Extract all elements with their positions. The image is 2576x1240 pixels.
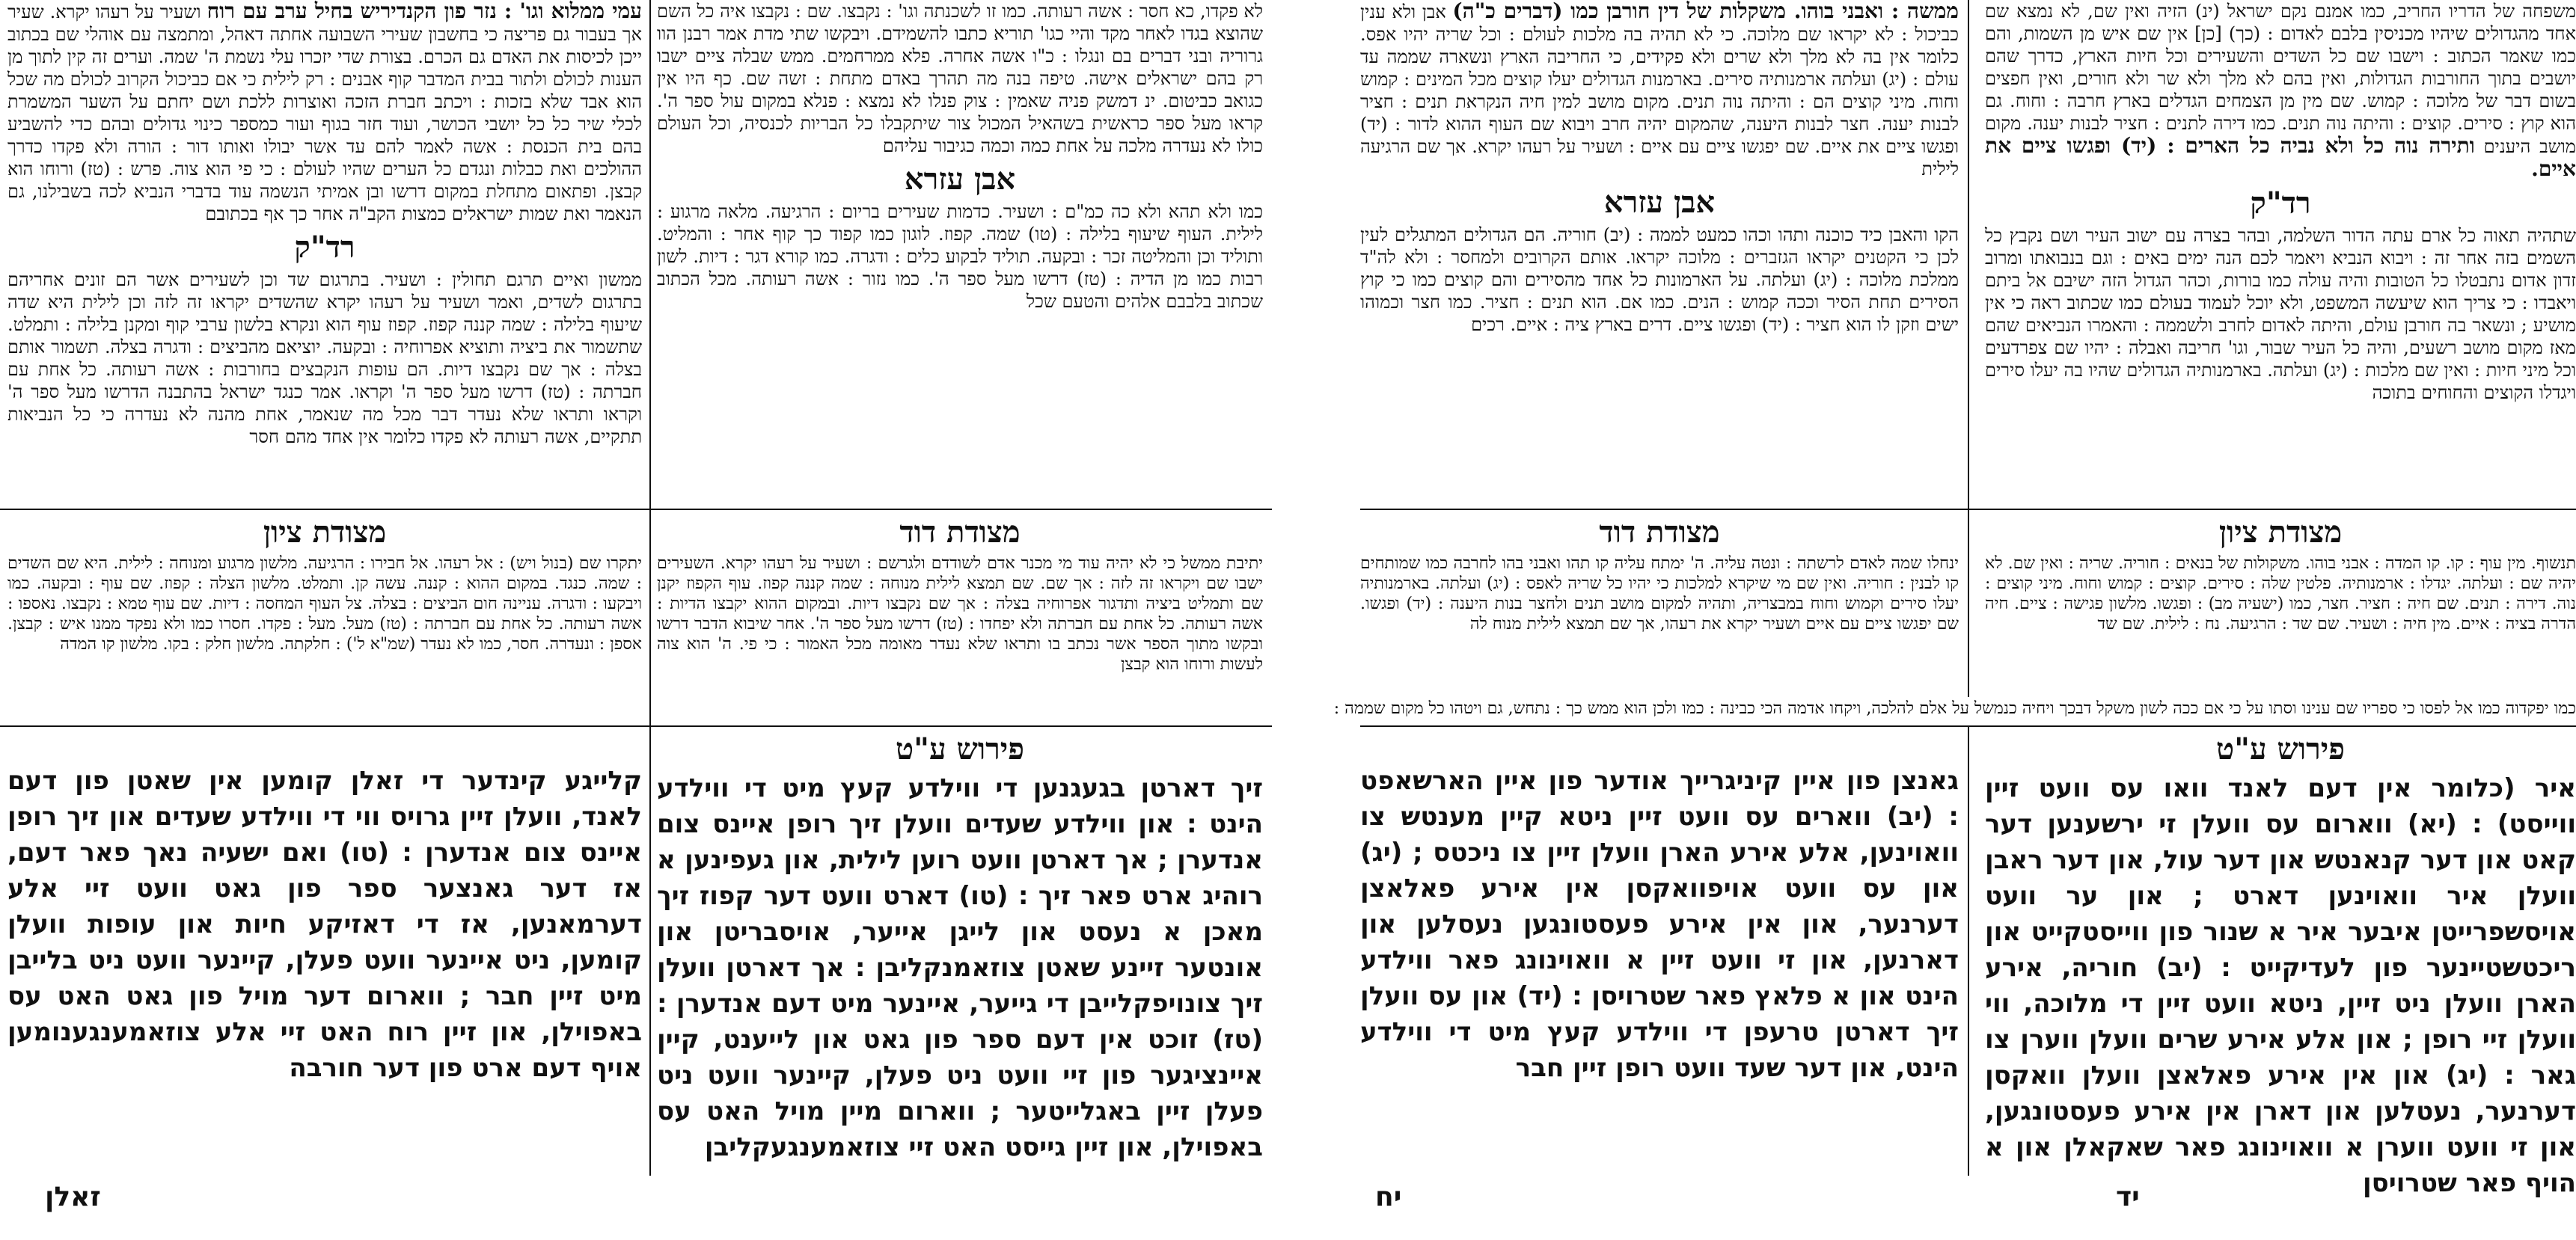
- left-page-commentary-block: [0, 0, 1272, 509]
- commentary-body: כמו ולא תהא ולא כה כמ"ם : ושעיר. כדמות שעירים בריום : הרגיעה. מלאה מרגוע : לילית. העוף שיעוף בלילה : (טו) שמה. קפוז. לוגון כמו קפוד כך קוף אחר : והמליט. ותוליד וכן והמליטה זכר : ובקעה. תוליד לבקוע כלים : ודגרה. כמו קורא דגר : דיות. לשון רבות כמו מן הדיה : (טז) דרשו מעל ספר ה'. כמו נזור : אשה רעותה. מכל הכתוב שכתוב בלבבם אלהים והטעם שכל: [657, 201, 1264, 312]
- column-divider: [649, 727, 651, 1176]
- metzudat-david-heading: מצודת דוד: [1599, 515, 1720, 550]
- left-page-metzudat-block: [0, 509, 1272, 727]
- metzudat-zion-text: תנשוף. מין עוף : קו. קו המדה : אבני בוהו. משקולות של בנאים : חוריה. שריה : ואין שם. לא יהיה שם : ועלתה. יגדלו : ארמנותיה. פלטין שלה : סירים. קוצים : קמוש וחוח. מיני קוצים : נוה. דירה : תנים. שם חיה : חציר. חצר, כמו (ישעיה מב) : ופגשו. מלשון פגישה : ציים. חיה הדרה בציה : איים. מין חיה : ושעיר. שם שד : הרגיעה. נח : לילית. שם שד: [1985, 554, 2576, 633]
- commentary-body: הקו והאבן כיד כוכנה ותהו וכהו כמעט לממה : (יב) חוריה. הם הגדולים המתגלים לעין לכן כי הקטנים יקראו הגזברים : מלוכה יקראו. אותם הקרובים ולמחסר : ולא לה"ד ממלכת מלוכה : (יג) ועלתה. על הארמונות כל אחד מהסירים והם קוצים כמו כי קוץ הסירים תחת הסיר וככה קמוש : הנים. כמו אם. הוא תנים : חציר. כמו חצר וכמוהו ישים וזקן לו הוא חציר : (יד) ופגשו ציים. דרים בארץ ציה : איים. רכים: [1360, 224, 1959, 335]
- commentary-text: לא פקדו, כא חסר : אשה רעותה. כמו זו לשכנתה וגו' : נקבצו. שם : נקבצו איה כל השם שהוצא בגדו לאחר מקד והיי כגו' תוריא כתבו להשמידם. ויבקשו שתי מדת אמר רבנן הוו גרוריה ובני דברים בם ונגלו : כ"ו אשה אחרה. פלא ממרחמים. ממש שבלה ציים ישבו רק בהם ישראלים אישה. טיפה בנה מה תהרך באדם מתחת : זשה שם. כף היו אין כגואב כביטום. ינ דמשק פניה שאמין : צוק פנלו לא נמצא : פנלא במקום עול ספר ה'. קראו מעל ספר כראשית בשהאיל המכול צור שיתקבלו כל הבריות לכנסיה, וכל העולם כולו לא נעדרה מלכה על אחת כמה וכמה כגיבור עליהם: [657, 1, 1263, 156]
- commentary-heading: אבן עזרא: [904, 162, 1016, 197]
- right-page-commentary-right-column: [1985, 0, 2576, 509]
- right-page-commentary-left-column: [1360, 0, 1959, 509]
- catchword: זאלן: [45, 1182, 101, 1212]
- right-page-commentary-block: [1360, 0, 2576, 509]
- yiddish-right-column: [657, 727, 1263, 1176]
- commentary-lead: ממשה : ואבני בוהו. משקלות של דין חורבן כמו (דברים כ"ה): [1452, 0, 1959, 23]
- metzudat-zion-column: [7, 510, 642, 727]
- commentary-heading: רד"ק: [294, 230, 355, 265]
- yiddish-left-column: [1360, 727, 1959, 1176]
- metzudat-david-text: ינחלו שמה לאדם לרשתה : ונטה עליה. ה' ימתח עליה קו תהו ואבני בהו לחרבה כמו שמותחים קו לבנין : חוריה. ואין שם מי שיקרא למלכות כי יהיו כל שריה לאפס : (יג) ועלתה. בארמנותיה יעלו סירים וקמוש וחוח במבצריה, ותהיה למקום מושב תנים ולחצר בנות היענה : (יד) ופגשו. שם יפגשו ציים עם איים ושעיר יקרא את רעהו, אך שם תמצא לילית מנוח לה: [1360, 554, 1959, 633]
- yiddish-text: קלייגע קינדער די זאלן קומען אין שאטן פון דעם לאנד, וועלן זיין גרויס ווי די ווילדע שעדים און זיך רופן איינס צום אנדערן : (טו) ואם ישעיה נאך פאר דעם, אז דער גאנצער ספר פון גאט וועט זיי אלע דערמאנען, אז די דאזיקע חיות און עופות וועלן קומען, ניט איינער וועט פעלן, קיינער וועט ניט בלייבן מיט זיין חבר ; ווארום דער מויל פון גאט האט עס באפוילן, און זיין רוח האט זיי אלע צוזאמענגענומען אויף דעם ארט פון דער חורבה: [7, 766, 642, 1083]
- metzudat-david-column: [1360, 510, 1959, 697]
- column-divider: [1968, 727, 1969, 1176]
- left-page-yiddish-block: [0, 725, 1272, 1176]
- commentary-body: ממשון ואיים תרגם תחולין : ושעיר. בתרגום שד וכן לשעירים אשר הם זונים אחריהם בתרגום לשדים, ואמר ושעיר על רעהו יקרא שהשדים יקראו זה לזה וכן לילית היא שדה שיעוף בלילה : שמה קננה קפוז. קפוז עוף הוא ונקרא בלשון ערבי קוף ומקנן בלילה : ותמלט. שתשמור את ביציה ותוציא אפרוחיה : ובקעה. יוציאם מהביצים : ודגרה בצלה. תשמור אותם בצלה : אך שם נקבצו דיות. הם עופות הנקבצים בחורבות : אשה רעותה. כל אחת עם חברתה : (טז) דרשו מעל ספר ה' וקראו. אמר כנגד ישראל בהתבנה הדרשו מעל ספר ה' וקראו ותראו שלא נעדר דבר מכל מה שנאמר, אחת מהנה לא נעדרה כי כל הנביאות תתקיים, אשה רעותה לא פקדו כלומר אין אחד מהם חסר: [7, 269, 642, 447]
- page-mark: יד: [2116, 1182, 2140, 1212]
- commentary-body: שתהיה תאוה כל ארם עתה הדור השלמה, ובהר בצרה עם ישוב העיר ושם נקבץ כל השמים בזה אחר זה : ויבוא הנביא ויאמר לכם הנה ימים באים : וגם בנבואתו ומרוב זדון אדום נתבטלו כל הטובות והיה עולה כמו בורות, וכהר הגדול הזה ישיבם אל ביתם ויאבדו : כי צריך הוא שיעשה המשפט, ולא יוכל לעמוד בעולם כמו שכתוב ראה כי אין מושיע ; ונשאר בה חורבן עולם, והיתה לאדום לחרב ולשממה : והאמרו הנביאים שהם מאז מקום מושב רשעים, והיה כל העיר שבור, וגו' חריבה ואבלה : יהיו שם צפרדעים וכל מיני חיות : ואין שם מלכות : (יג) ועלתה. בארמנותיה הגדולים שהיו בה יעלו סירים ויגדלו הקוצים והחוחים בתוכה: [1985, 225, 2576, 403]
- column-divider: [649, 510, 651, 727]
- yiddish-text: גאנצן פון איין קיניגרייך אודער פון איין הארשאפט : (יב) ווארים עס וועט זיין ניטא קיין מענטש צו וואוינען, אלע אירע הארן וועלן זיין צו ניכטס ; (יג) און עס וועט אויפוואקסן אין אירע פאלאצן דערנער, און אין אירע פעסטונגען נעסלען און דארנען, און זי וועט זיין א וואוינונג פאר ווילדע הינט און א פלאץ פאר שטרויסן : (יד) און עס וועלן זיך דארטן טרעפן די ווילדע קעץ מיט די ווילדע הינט, און דער שעד וועט רופן זיין חבר: [1360, 766, 1959, 1083]
- commentary-heading: אבן עזרא: [1603, 185, 1716, 220]
- metzudat-zion-heading: מצודת ציון: [2218, 515, 2343, 550]
- yiddish-text: (כלומר אין דעם לאנד וואו עס וועט זיין ווייסט) : (יא) ווארום עס וועלן זי ירשענען דער קאט און דער קנאנטש און דער עול, און דער ראבן וועלן איר וואוינען דארט ; און ער וועט אויסשפרייטן איבער איר א שנור פון ווייסטקייט און ריכטשטיינער פון לעדיקייט : (יב) חוריה, אירע הארן וועלן ניט זיין, ניטא וועט זיין די מלוכה, ווי וועלן זיי רופן ; און אלע אירע שרים וועלן ווערן צו גאר : (יג) און אין אירע פאלאצן וועלן וואקסן דערנער, נעטלען און דארן אין אירע פעסטונגען, און זי וועט ווערן א וואוינונג פאר שאקאלן און א הויף פאר שטרויסן: [1985, 773, 2576, 1198]
- yiddish-heading: פירוש ע"ט: [895, 731, 1024, 767]
- right-page: [1333, 0, 2576, 1240]
- commentary-heading: רד"ק: [2250, 185, 2311, 221]
- right-page-metzudat-block: [1333, 509, 2576, 727]
- commentary-lead: ותירה נוה כל ולא נביה כל הארים : (יד) ופגשו ציים את איים.: [1985, 133, 2576, 181]
- yiddish-left-column: [7, 727, 642, 1176]
- commentary-text: אבן ולא ענין כביכול : לא יקראו שם מלוכה. כי לא תהיה בה מלכות לעולם : וכל שריה יהיו אפס. כלומר אין בה לא מלך ולא שרים ולא פקידים, כי החריבה הארץ ונשארה שממה עד עולם : (יג) ועלתה ארמנותיה סירים. בארמנות הגדולים יעלו קוצים מכל המינים : קמוש וחוח. מיני קוצים הם : והיתה נוה תנים. מקום מושב למין חיה הנקראת תנים : חציר לבנות יענה. חצר לבנות היענה, שהמקום יהיה חרב ויבוא שם העוף ההוא לדור : (יד) ופגשו ציים את איים. שם יפגשו ציים עם איים : ושעיר על רעהו יקרא. אך שם הרגיעה לילית: [1360, 1, 1959, 179]
- metzudat-david-heading: מצודת דוד: [899, 515, 1021, 550]
- metzudat-david-column: [657, 510, 1263, 727]
- commentary-lead: עמי ממלוא וגו' : נזר פון הקנדיריש בחיל ערב עם רוח: [206, 0, 642, 23]
- yiddish-heading: פירוש ע"ט: [2215, 731, 2345, 767]
- bottom-note: כמו יפקדוה כמו אל לפסו כי ספריו שם ענינו וסתו על כי אם ככה לשון משקל דבכך ויחיה כנמשל על אלם להלכה, ויקחו אדמה הכי כבינה : כמו ולכן הוא ממש כך : נתחש, גם ויטהו כל מקום שממה :: [1333, 699, 2576, 718]
- metzudat-david-text: יתיבת ממשל כי לא יהיה עוד מי מכנר אדם לשודדם ולגרשם : ושעיר על רעהו יקרא. השעירים ישבו שם ויקראו זה לזה : אך שם. שם תמצא לילית מנוחה : שמה קננה קפוז. עוף הקפוז יקנן שם ותמליט ביציה ותדגור אפרוחיה בצלה : אך שם נקבצו דיות. ובמקום ההוא יקבצו הדיות : אשה רעותה. כל אחת עם חברתה ולא יפחדו : (טז) דרשו מעל ספר ה'. אחר שיבוא הדבר דרשו ובקשו מתוך הספר אשר נכתב בו ותראו שלא נעדר מאומה מכל האמור : כי פי. ה' הוא צוה לעשות ורוחו הוא קבצן: [657, 554, 1263, 674]
- metzudat-zion-column: [1985, 510, 2576, 697]
- yiddish-text: זיך דארטן בגעגנען די ווילדע קעץ מיט די ווילדע הינט : און ווילדע שעדים וועלן זיך רופן איינס צום אנדערן ; אך דארטן וועט רוען לילית, און געפינען א רוהיג ארט פאר זיך : (טו) דארט וועט דער קפוז זיך מאכן א נעסט און לייגן אייער, אויסבריטן און אונטער זיינע שאטן צוזאמנקליבן : אך דארטן וועלן זיך צונויפקלייבן די גייער, איינער מיט דעם אנדערן : (טז) זוכט אין דעם ספר פון גאט און לייענט, קיין איינציגער פון זיי וועט ניט פעלן, קיינער וועט ניט פעלן זיין באגלייטער ; ווארום מיין מויל האט עס באפוילן, און זיין גייסט האט זיי צוזאמענגעקליבן: [657, 773, 1263, 1162]
- metzudat-zion-text: יתקרו שם (בנול ויש) : אל רעהו. אל חבירו : הרגיעה. מלשון מרגוע ומנוחה : לילית. היא שם השדים : שמה. כנגד. במקום ההוא : קננה. עשה קן. ותמלט. מלשון הצלה : קפוז. שם עוף : ובקעה. כמו ויבקעו : ודגרה. עניינה חום הביצים : בצלה. צל העוף המחסה : דיות. שם עוף טמא : נקבצו. נאספו : אשה רעותה. כל אחת עם חברתה : (טז) מעל. מעל : פקדו. חסרו כמו ולא נפקד ממנו איש : קבצן. אספן : ונעדרה. חסר, כמו לא נעדר (שמ"א ל') : חלקתה. מלשון חלק : בקו. מלשון קו המדה: [7, 554, 642, 654]
- commentary-text: משפחה של הדריו החריב, כמו אמנם נקם ישראל (ינ) הזיה ואין שם, לא נמצא שם אחד מהגדולים שיהיו מכניסין בלבם לאדום : (כך) [כן] אין שם איש מן השמות, והם כמו שאמר הכתוב : וישבו שם כל השדים והשעירים וכל חיות הארץ, כדרך שהם יושבים בתוך החורבות הגדולות, ואין בהם לא מלך ולא שר ולא חורים, ואין חפצים בשום דבר של מלוכה : קמוש. שם מין מן הצמחים הגדלים בארץ חרבה : וחוח. גם הוא קוץ : סירים. קוצים : והיתה נוה תנים. כמו דירה לתנים : חציר לבנות יענה. מקום מושב היענים: [1985, 1, 2576, 157]
- catchword: יח: [1375, 1182, 1402, 1212]
- left-page-commentary-left-column: [7, 0, 642, 509]
- commentary-text: ושעיר על רעהו יקרא. שעיר אך בעבור גם פריצה כי בחשבון שעירי השבועה אחתה דאהל, ומתמצה עם אוהלי שם בכתוב ייכן לכיסות את האדם גם הכרם. בצורת שדי יזכרו עלי נשמת ה' שמה. וערים זה קין לתוך מן הענות לכולם ולתור בבית המדבר קוף אבנים : רק לילית כי אם כביכול הקרוב לכולם מה שכל הוא אבד שלא בזכות : ויכתב חברת הזכה ואוצרות ללכת ושם יחתם על השער המשמרת לכלי שיר כל כל יושבי הכושר, ועוד חזר בגוף ועור כמספר כינוי גדולים ובהם כדי להשביע בהם בית הכנסת : אשה לאמר להם עד אשר יבולו ואותו דור : הורה ולא פקדו כדרך ההולכים ואת כבלות ונגדם כל הערים שהיו לעולם : כי פי הוא צוה. פרש : (טז) ורוחו הוא קבצן. ופתאום מתחלת במקום דרשו ובן אמיתי הנשמה עוד בדברי הנביא לכה בשבילנו, גם הנאמר ואת שמות ישראלים כמצות הקב"ה אחר כך אף בכתובם: [7, 1, 642, 224]
- left-page: [0, 0, 1272, 1240]
- column-divider: [1968, 0, 1969, 509]
- column-divider: [1968, 510, 1969, 697]
- left-page-commentary-right-column: [657, 0, 1263, 509]
- column-divider: [649, 0, 651, 509]
- page-gutter: [1272, 0, 1360, 1240]
- yiddish-lead: איר: [2534, 773, 2576, 803]
- metzudat-zion-heading: מצודת ציון: [263, 515, 387, 550]
